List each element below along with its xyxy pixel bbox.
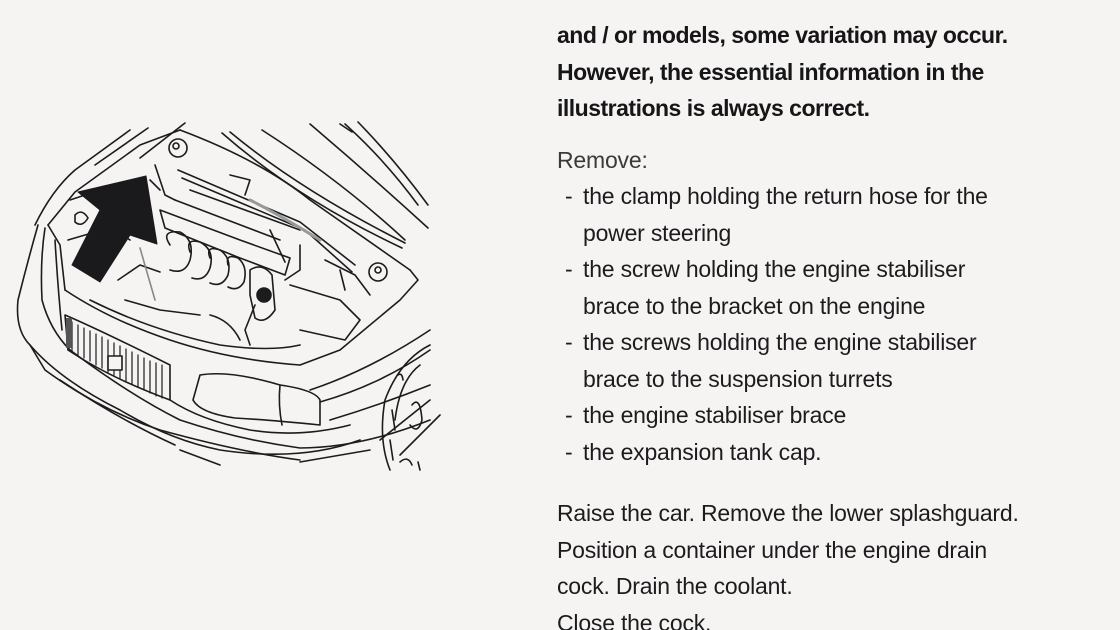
headlight (170, 374, 350, 433)
list-dash: - (565, 438, 573, 465)
instruction-line: Close the cock. (557, 609, 712, 630)
list-item-line: the engine stabiliser brace (583, 402, 847, 428)
list-dash: - (565, 256, 573, 282)
list-item-line: the clamp holding the return hose for the (583, 183, 988, 209)
illustration-note (557, 17, 1008, 127)
note-line: However, the essential information in the (557, 58, 984, 85)
list-item (565, 324, 988, 397)
list-item (565, 434, 988, 471)
list-item-line: the expansion tank cap. (583, 438, 822, 465)
remove-list (565, 178, 988, 470)
list-dash: - (565, 402, 573, 428)
note-line: and / or models, some variation may occur. (557, 22, 1008, 48)
instruction-line: cock. Drain the coolant. (557, 573, 793, 599)
drain-instructions (557, 495, 1019, 630)
list-item (565, 397, 988, 434)
instruction-line: Raise the car. Remove the lower splashguard. (557, 500, 1019, 526)
remove-heading: Remove: (557, 147, 648, 173)
instruction-line: Position a container under the engine drain (557, 536, 987, 563)
list-item-line: the screw holding the engine stabiliser (583, 256, 966, 282)
list-item (565, 251, 988, 324)
note-line: illustrations is always correct. (557, 95, 870, 121)
list-item (565, 178, 988, 251)
list-dash: - (565, 183, 573, 209)
list-item-line: brace to the suspension turrets (583, 365, 893, 392)
list-item-line: power steering (583, 219, 732, 246)
list-item-line: the screws holding the engine stabiliser (583, 329, 977, 355)
list-dash: - (565, 329, 573, 355)
wheel (382, 345, 430, 470)
list-item-line: brace to the bracket on the engine (583, 292, 926, 319)
engine-bay-illustration (0, 110, 450, 480)
